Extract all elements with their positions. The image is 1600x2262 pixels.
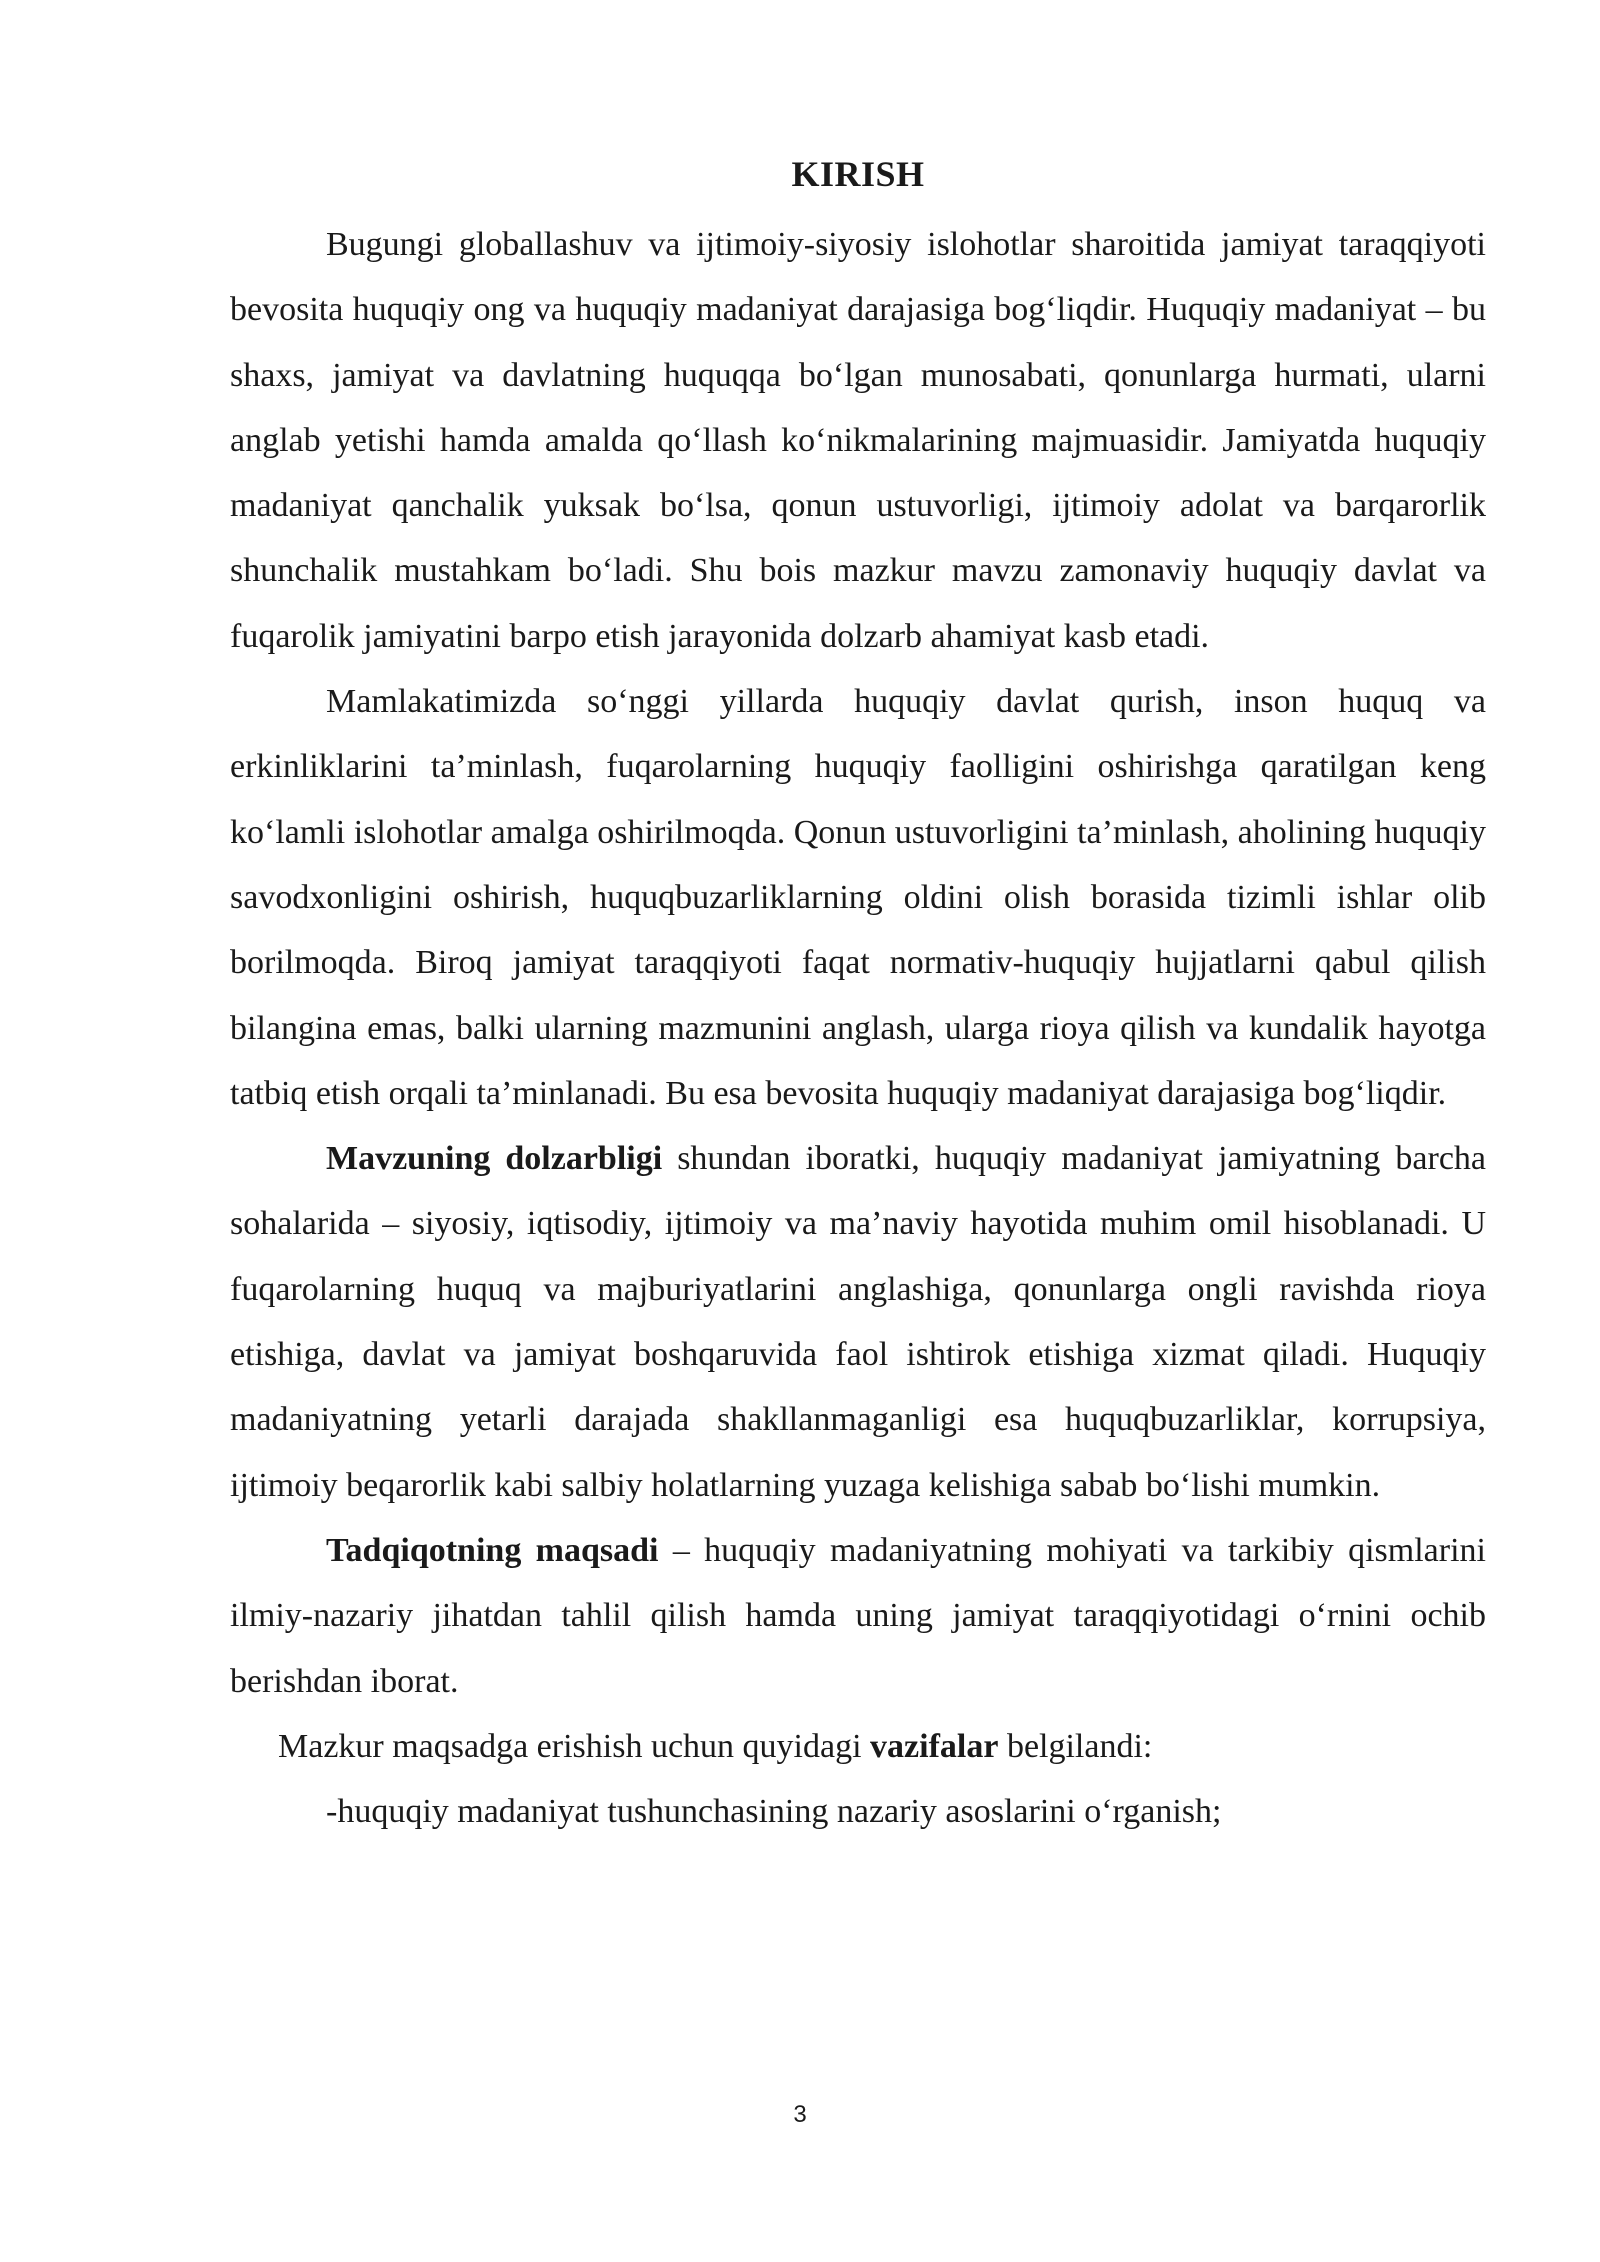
intro-paragraph-1: Bugungi globallashuv va ijtimoiy-siyosiy islohotlar sharoitida jamiyat taraqqiyoti bevosita huquqiy ong va huquqiy madaniyat darajasiga bog‘liqdir. Huquqiy madaniyat – bu shaxs, jamiyat va davlatning huquqqa bo‘lgan munosabati, qonunlarga hurmati, ularni anglab yetishi hamda amalda qo‘llash ko‘nikmalarining majmuasidir. Jamiyatda huquqiy madaniyat qanchalik yuksak bo‘lsa, qonun ustuvorligi, ijtimoiy adolat va barqarorlik shunchalik mustahkam bo‘ladi. Shu bois mazkur mavzu zamonaviy huquqiy davlat va fuqarolik jamiyatini barpo etish jarayonida dolzarb ahamiyat kasb etadi. <box>230 226 1486 655</box>
goal-paragraph <box>230 1518 1486 1714</box>
goal-label: Tadqiqotning maqsadi <box>326 1531 659 1569</box>
relevance-label: Mavzuning dolzarbligi <box>326 1140 663 1178</box>
tasks-intro-bold: vazifalar <box>870 1727 999 1765</box>
section-title: KIRISH <box>791 154 925 194</box>
intro-paragraph-2: Mamlakatimizda so‘nggi yillarda huquqiy davlat qurish, inson huquq va erkinliklarini ta’minlash, fuqarolarning huquqiy faolligini oshirishga qaratilgan keng ko‘lamli islohotlar amalga oshirilmoqda. Qonun ustuvorligini ta’minlash, aholining huquqiy savodxonligini oshirish, huquqbuzarliklarning oldini olish borasida tizimli ishlar olib borilmoqda. Biroq jamiyat taraqqiyoti faqat normativ-huquqiy hujjatlarni qabul qilish bilangina emas, balki ularning mazmunini anglash, ularga rioya qilish va kundalik hayotga tatbiq etish orqali ta’minlanadi. Bu esa bevosita huquqiy madaniyat darajasiga bog‘liqdir. <box>230 683 1486 1112</box>
document-body <box>230 148 1486 1844</box>
task-item: -huquqiy madaniyat tushunchasining nazariy asoslarini o‘rganish; <box>326 1793 1222 1831</box>
relevance-text: shundan iboratki, huquqiy madaniyat jamiyatning barcha sohalarida – siyosiy, iqtisodiy, ijtimoiy va ma’naviy hayotida muhim omil hisoblanadi. U fuqarolarning huquq va majburiyatlarini anglashiga, qonunlarga ongli ravishda rioya etishiga, davlat va jamiyat boshqaruvida faol ishtirok etishiga xizmat qiladi. Huquqiy madaniyatning yetarli darajada shakllanmaganligi esa huquqbuzarliklar, korrupsiya, ijtimoiy beqarorlik kabi salbiy holatlarning yuzaga kelishiga sabab bo‘lishi mumkin. <box>230 1140 1486 1504</box>
tasks-intro <box>230 1714 1486 1779</box>
relevance-paragraph <box>230 1126 1486 1518</box>
page-number: 3 <box>793 2101 807 2128</box>
tasks-intro-after: belgilandi: <box>998 1727 1153 1765</box>
tasks-intro-before: Mazkur maqsadga erishish uchun quyidagi <box>278 1727 871 1765</box>
goal-text: – huquqiy madaniyatning mohiyati va tarkibiy qismlarini ilmiy-nazariy jihatdan tahlil qilish hamda uning jamiyat taraqqiyotidagi o‘rnini ochib berishdan iborat. <box>230 1531 1486 1700</box>
